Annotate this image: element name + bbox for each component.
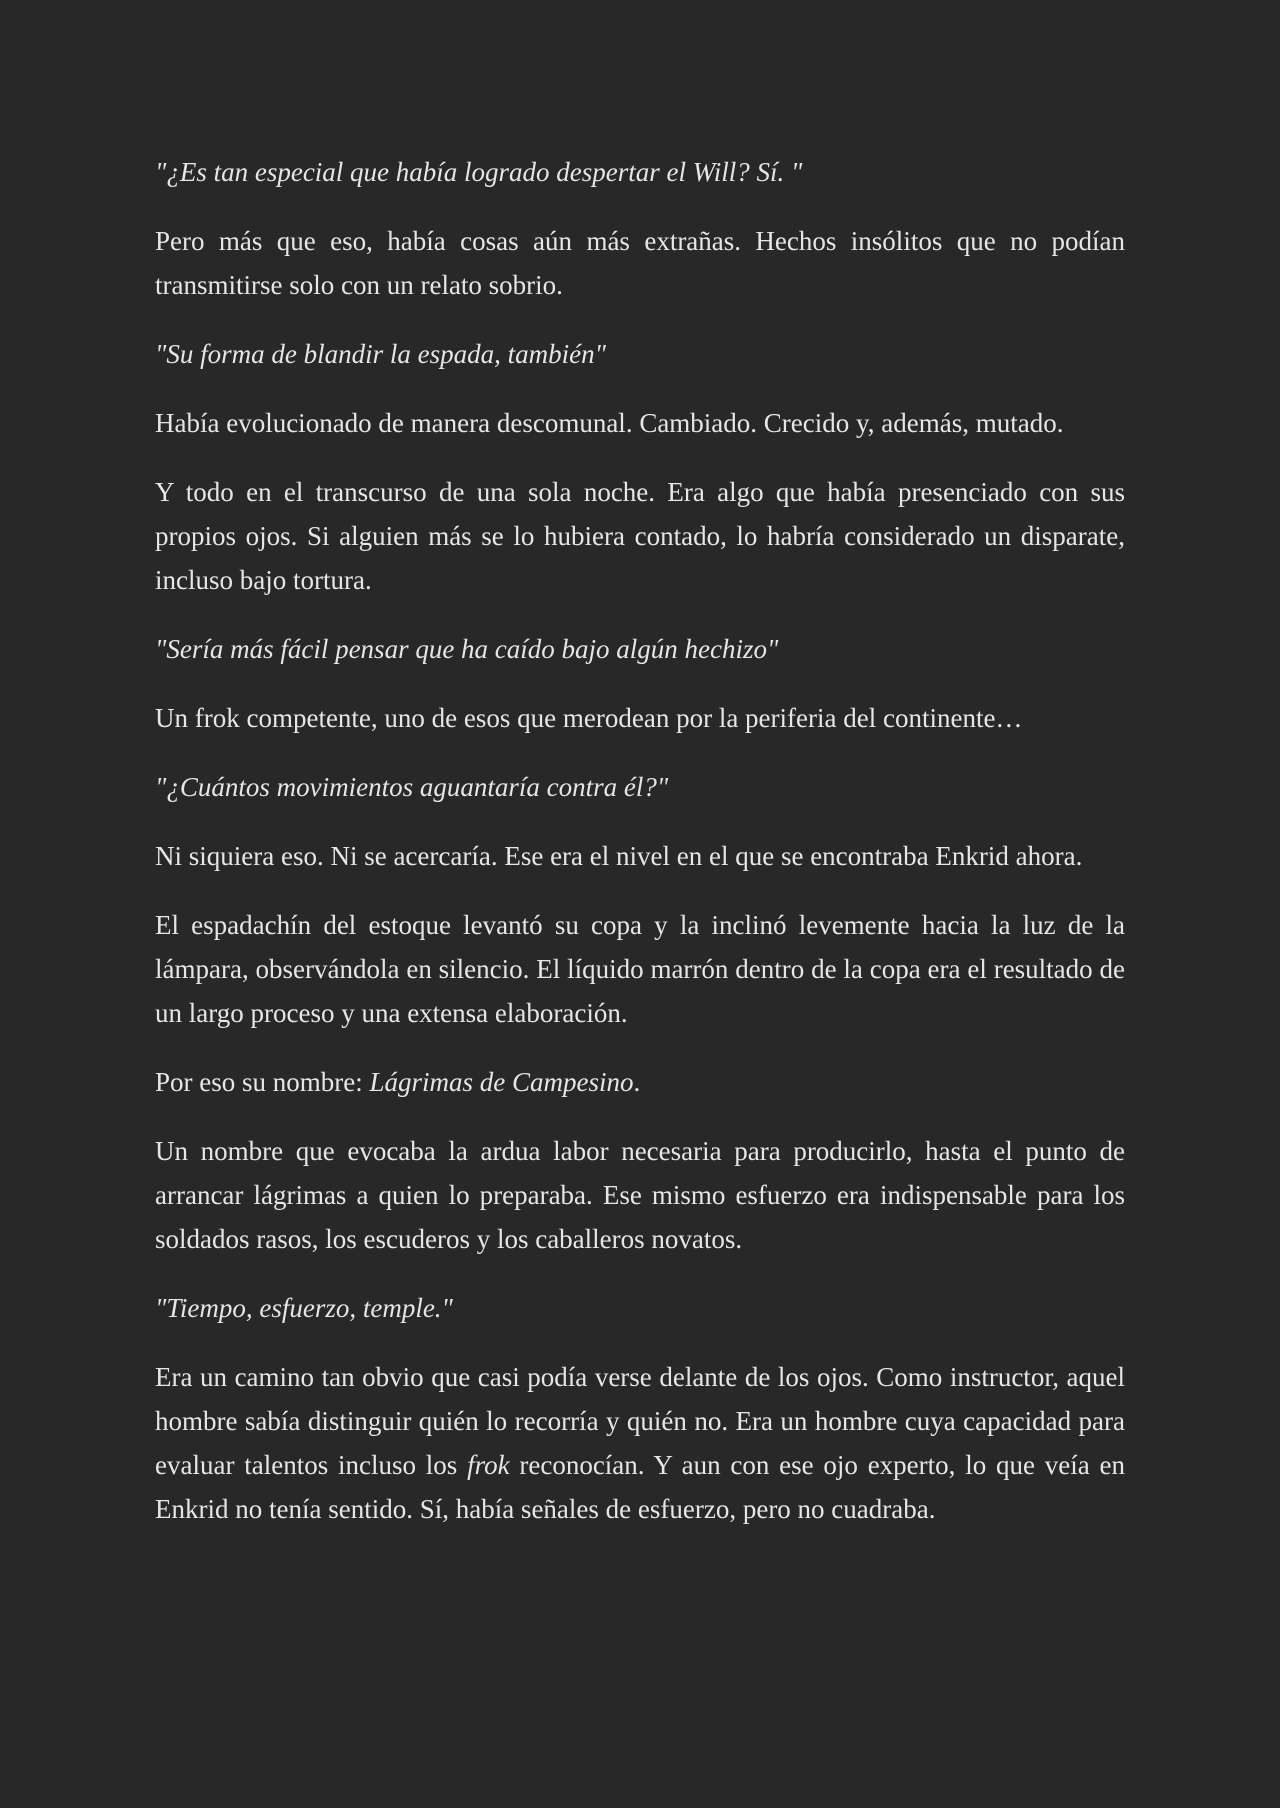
paragraph: Un frok competente, uno de esos que merodean por la periferia del continente…	[155, 703, 1023, 733]
thought-line: "¿Cuántos movimientos aguantaría contra él?"	[155, 772, 669, 802]
paragraph-text: .	[633, 1067, 641, 1097]
paragraph: Un nombre que evocaba la ardua labor necesaria para producirlo, hasta el punto de arrancar lágrimas a quien lo preparaba. Ese mismo esfuerzo era indispensable para los soldados rasos, los escuderos y los caballeros novatos.	[155, 1136, 1125, 1254]
thought-line: "¿Es tan especial que había logrado despertar el Will? Sí. "	[155, 157, 803, 187]
paragraph-drink-name	[155, 1060, 1125, 1104]
drink-title: Lágrimas de Campesino	[369, 1067, 634, 1097]
paragraph: Ni siquiera eso. Ni se acercaría. Ese era el nivel en el que se encontraba Enkrid ahora.	[155, 841, 1083, 871]
paragraph-text: Era un camino tan obvio que casi podía verse delante de los ojos. Como instructor, aquel hombre sabía distinguir quién lo recorría y quién no. Era un hombre cuya capacidad para evaluar talentos incluso los	[155, 1362, 1125, 1480]
paragraph: Pero más que eso, había cosas aún más extrañas. Hechos insólitos que no podían transmitirse solo con un relato sobrio.	[155, 226, 1125, 300]
paragraph: Y todo en el transcurso de una sola noche. Era algo que había presenciado con sus propios ojos. Si alguien más se lo hubiera contado, lo habría considerado un disparate, incluso bajo tortura.	[155, 477, 1125, 595]
paragraph-text: reconocían. Y aun con ese ojo experto, lo que veía en Enkrid no tenía sentido. Sí, había señales de esfuerzo, pero no cuadraba.	[155, 1450, 1125, 1524]
frok-term: frok	[467, 1450, 510, 1480]
paragraph: Había evolucionado de manera descomunal. Cambiado. Crecido y, además, mutado.	[155, 408, 1064, 438]
paragraph-final	[155, 1355, 1125, 1531]
thought-line: "Sería más fácil pensar que ha caído bajo algún hechizo"	[155, 634, 779, 664]
thought-line: "Tiempo, esfuerzo, temple."	[155, 1293, 453, 1323]
paragraph: El espadachín del estoque levantó su copa y la inclinó levemente hacia la luz de la lámpara, observándola en silencio. El líquido marrón dentro de la copa era el resultado de un largo proceso y una extensa elaboración.	[155, 910, 1125, 1028]
paragraph-text: Por eso su nombre:	[155, 1067, 370, 1097]
thought-line: "Su forma de blandir la espada, también"	[155, 339, 606, 369]
